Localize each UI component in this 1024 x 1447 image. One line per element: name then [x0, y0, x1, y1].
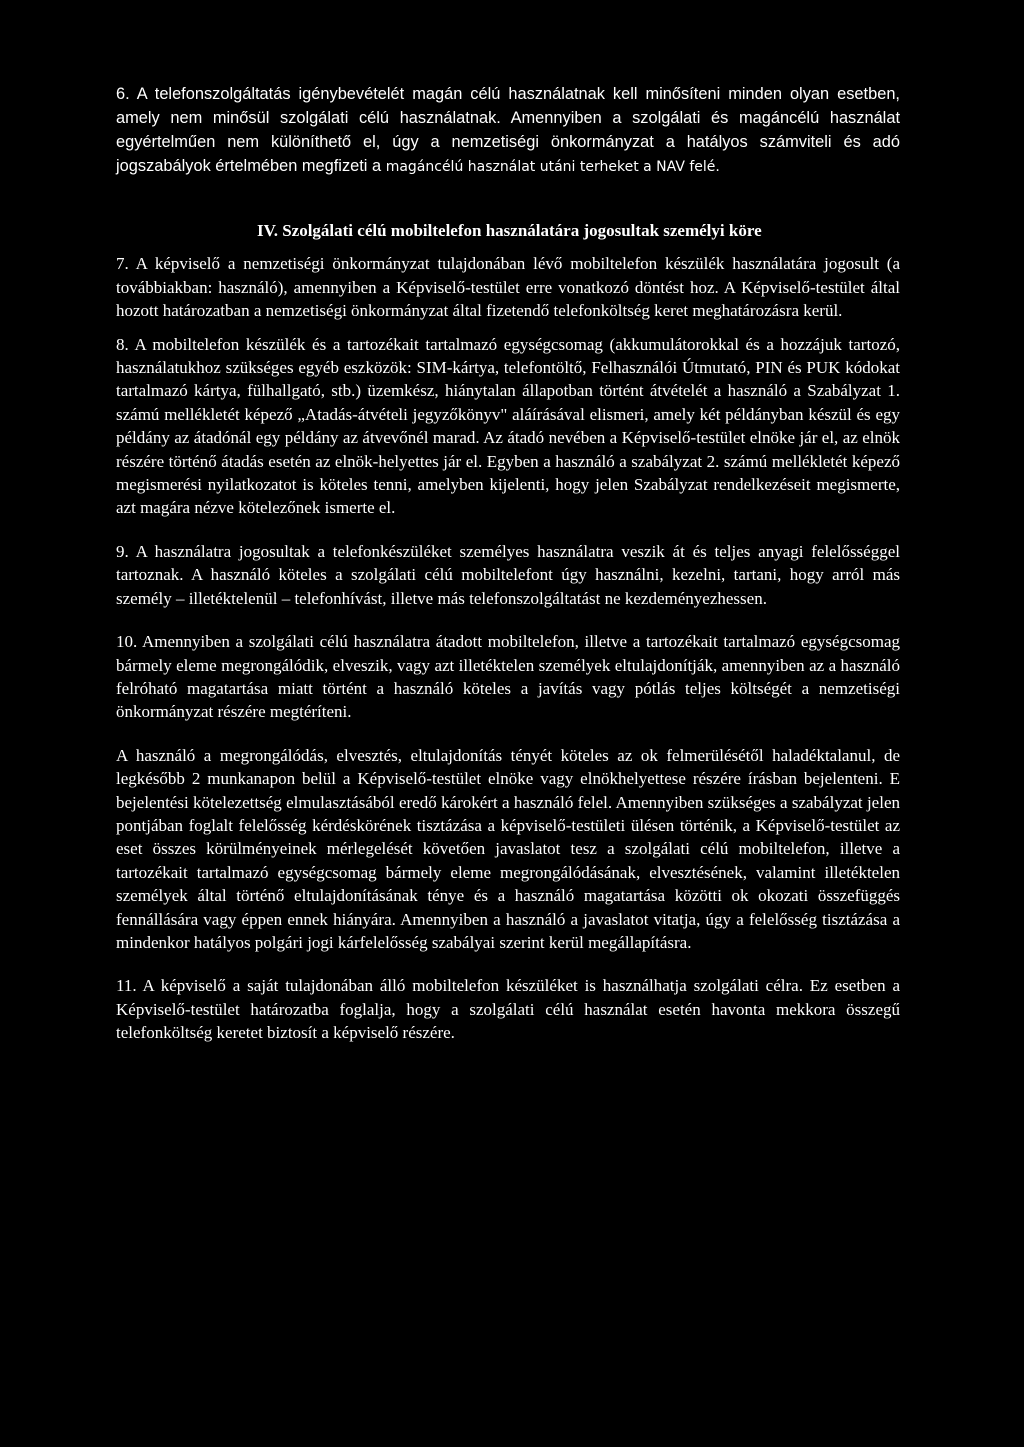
paragraph-11: 11. A képviselő a saját tulajdonában álló mobiltelefon készüléket is használhatja szolgálati célra. Ez esetben a Képviselő-testület határozatba foglalja, hogy a szolgálati célú használat esetén havonta mekkora összegű telefonköltség keretet biztosít a képviselő részére. — [116, 976, 900, 1043]
paragraph-10-continued: A használó a megrongálódás, elvesztés, eltulajdonítás tényét köteles az ok felmerülésétől haladéktalanul, de legkésőbb 2 munkanapon belül a Képviselő-testület elnöke vagy elnökhelyettese részére írásban bejelenteni. E bejelentési kötelezettség elmulasztásából eredő károkért a használó felel. Amennyiben szükséges a szabályzat jelen pontjában foglalt felelősség kérdéskörének tisztázása a képviselő-testületi ülésen történik, a Képviselő-testület az eset összes körülményeinek mérlegelését követően javaslatot tesz a szolgálati célú mobiltelefon, illetve a tartozékait tartalmazó egységcsomag bármely eleme megrongálódásának, elvesztésének, valamint illetéktelen személyek által történő eltulajdonításának ténye és a használó magatartása közötti ok okozati összefüggés fennállására vagy éppen ennek hiányára. Amennyiben a használó a javaslatot vitatja, úgy a felelősség tisztázása a mindenkor hatályos polgári jogi kárfelelősség szabályai szerint kerül megállapításra. — [116, 745, 900, 952]
paragraph-8: 8. A mobiltelefon készülék és a tartozékait tartalmazó egységcsomag (akkumulátorokkal és a hozzájuk tartozó, használatukhoz szükséges egyéb eszközök: SIM-kártya, telefontöltő, Felhasználói Útmutató, PIN és PUK kódokat tartalmazó kártya, fülhallgató, stb.) üzemkész, hiánytalan állapotban történt átvételét a használó a Szabályzat 1. számú mellékletét képező „Atadás-átvételi jegyzőkönyv" aláírásával elismeri, amely két példányban készül és egy példány az átadónál egy példány az átvevőnél marad. Az átadó nevében a Képviselő-testület elnöke jár el, az elnök részére történő átadás esetén az elnök-helyettes jár el. Egyben a használó a szabályzat 2. számú mellékletét képező megismerési nyilatkozatot is köteles tenni, amelyben kijelenti, hogy jelen Szabályzat rendelkezéseit megismerte, azt magára nézve kötelezőnek ismerte el. — [116, 334, 900, 518]
paragraph-9: 9. A használatra jogosultak a telefonkészüléket személyes használatra veszik át és teljes anyagi felelősséggel tartoznak. A használó köteles a szolgálati célú mobiltelefont úgy használni, kezelni, tartani, hogy arról más személy – illetéktelenül – telefonhívást, illetve más telefonszolgáltatást ne kezdeményezhessen. — [116, 541, 900, 608]
paragraph-6-text: 6. A telefonszolgáltatás igénybevételét magán célú használatnak kell minősíteni minden olyan esetben, amely nem minősül szolgálati célú használatnak. Amennyiben a szolgálati és magáncélú használat egyértelműen nem különíthető el, úgy a nemzetiségi önkormányzat a hatályos számviteli és adó jogszabályok értelmében megfizeti a — [116, 85, 900, 175]
paragraph-6-tail: magáncélú használat utáni terheket a NAV felé. — [385, 159, 720, 175]
paragraph-10: 10. Amennyiben a szolgálati célú használatra átadott mobiltelefon, illetve a tartozékait tartalmazó egységcsomag bármely eleme megrongálódik, elveszik, vagy azt illetéktelen személyek eltulajdonítják, amennyiben az a használó felróható magatartása miatt történt a használó köteles a javítás vagy pótlás teljes költségét a nemzetiségi önkormányzat részére megtéríteni. — [116, 632, 900, 722]
document-body — [116, 82, 900, 1059]
paragraph-7: 7. A képviselő a nemzetiségi önkormányzat tulajdonában lévő mobiltelefon készülék használatára jogosult (a továbbiakban: használó), amennyiben a Képviselő-testület erre vonatkozó döntést hoz. A Képviselő-testület által hozott határozatban a nemzetiségi önkormányzat által fizetendő telefonköltség keret meghatározásra kerül. — [116, 254, 900, 321]
section-heading-iv: IV. Szolgálati célú mobiltelefon használatára jogosultak személyi köre — [257, 221, 762, 240]
paragraph-6 — [116, 82, 900, 179]
